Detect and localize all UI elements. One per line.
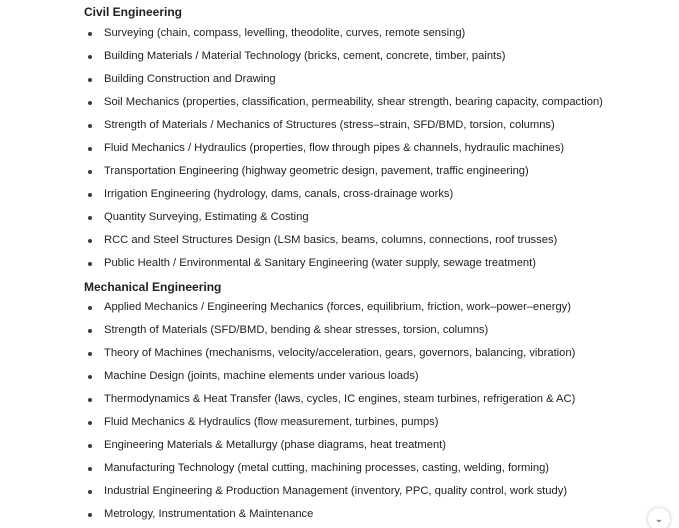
list-item bbox=[84, 137, 664, 160]
list-item bbox=[84, 252, 664, 275]
list-item-text: Machine Design (joints, machine elements under various loads) bbox=[104, 370, 419, 382]
list-item-text: Industrial Engineering & Production Management (inventory, PPC, quality control, work study) bbox=[104, 485, 568, 497]
list-item bbox=[84, 503, 664, 526]
bullet-icon bbox=[88, 147, 92, 151]
list-item-text: Building Materials / Material Technology (bricks, cement, concrete, timber, paints) bbox=[104, 50, 506, 62]
list-item bbox=[84, 229, 664, 252]
bullet-icon bbox=[88, 421, 92, 425]
bullet-icon bbox=[88, 262, 92, 266]
list-item-text: Manufacturing Technology (metal cutting, machining processes, casting, welding, forming) bbox=[104, 462, 550, 474]
list-item-text: RCC and Steel Structures Design (LSM basics, beams, columns, connections, roof trusses) bbox=[104, 234, 558, 246]
bullet-icon bbox=[88, 513, 92, 517]
bullet-icon bbox=[88, 101, 92, 105]
bullet-icon bbox=[88, 55, 92, 59]
list-item-text: Strength of Materials / Mechanics of Structures (stress–strain, SFD/BMD, torsion, columns) bbox=[104, 119, 555, 131]
list-item bbox=[84, 183, 664, 206]
list-item bbox=[84, 411, 664, 434]
list-item-text: Theory of Machines (mechanisms, velocity/acceleration, gears, governors, balancing, vibration) bbox=[104, 347, 576, 359]
bullet-icon bbox=[88, 329, 92, 333]
bullet-icon bbox=[88, 239, 92, 243]
bullet-icon bbox=[88, 193, 92, 197]
list-item-text: Applied Mechanics / Engineering Mechanics (forces, equilibrium, friction, work–power–energy) bbox=[104, 301, 571, 313]
chat-message-content bbox=[84, 3, 664, 526]
list-item-text: Fluid Mechanics & Hydraulics (flow measurement, turbines, pumps) bbox=[104, 416, 439, 428]
list-item-text: Quantity Surveying, Estimating & Costing bbox=[104, 211, 309, 223]
list-item-text: Public Health / Environmental & Sanitary Engineering (water supply, sewage treatment) bbox=[104, 257, 536, 269]
section-title-civil-engineering: Civil Engineering bbox=[84, 5, 183, 19]
list-item-text: Soil Mechanics (properties, classification, permeability, shear strength, bearing capacity, compaction) bbox=[104, 96, 603, 108]
list-item-text: Irrigation Engineering (hydrology, dams, canals, cross-drainage works) bbox=[104, 188, 454, 200]
list-item bbox=[84, 365, 664, 388]
bullet-icon bbox=[88, 78, 92, 82]
list-item-text: Engineering Materials & Metallurgy (phase diagrams, heat treatment) bbox=[104, 439, 447, 451]
list-item bbox=[84, 434, 664, 457]
list-item bbox=[84, 22, 664, 45]
bullet-icon bbox=[88, 306, 92, 310]
bullet-icon bbox=[88, 398, 92, 402]
list-item bbox=[84, 296, 664, 319]
bullet-icon bbox=[88, 467, 92, 471]
bullet-icon bbox=[88, 375, 92, 379]
list-item-text: Surveying (chain, compass, levelling, theodolite, curves, remote sensing) bbox=[104, 27, 466, 39]
list-item bbox=[84, 45, 664, 68]
bullet-icon bbox=[88, 170, 92, 174]
list-item-text: Fluid Mechanics / Hydraulics (properties, flow through pipes & channels, hydraulic machines) bbox=[104, 142, 565, 154]
list-item-text: Thermodynamics & Heat Transfer (laws, cycles, IC engines, steam turbines, refrigeration & AC) bbox=[104, 393, 576, 405]
list-item bbox=[84, 342, 664, 365]
list-item bbox=[84, 480, 664, 503]
bullet-icon bbox=[88, 124, 92, 128]
scroll-to-bottom-button[interactable] bbox=[648, 508, 670, 528]
civil-engineering-topic-list bbox=[84, 22, 664, 275]
list-item-text: Building Construction and Drawing bbox=[104, 73, 276, 85]
list-item bbox=[84, 206, 664, 229]
list-item bbox=[84, 91, 664, 114]
mechanical-engineering-topic-list bbox=[84, 296, 664, 526]
bullet-icon bbox=[88, 32, 92, 36]
list-item bbox=[84, 319, 664, 342]
bullet-icon bbox=[88, 216, 92, 220]
bullet-icon bbox=[88, 444, 92, 448]
chevron-down-icon: ⌄ bbox=[654, 513, 664, 525]
list-item-text: Strength of Materials (SFD/BMD, bending & shear stresses, torsion, columns) bbox=[104, 324, 489, 336]
bullet-icon bbox=[88, 352, 92, 356]
list-item-text: Metrology, Instrumentation & Maintenance bbox=[104, 508, 314, 520]
list-item bbox=[84, 160, 664, 183]
list-item bbox=[84, 68, 664, 91]
list-item-text: Transportation Engineering (highway geometric design, pavement, traffic engineering) bbox=[104, 165, 529, 177]
list-item bbox=[84, 388, 664, 411]
list-item bbox=[84, 114, 664, 137]
section-title-mechanical-engineering: Mechanical Engineering bbox=[84, 280, 222, 294]
list-item bbox=[84, 457, 664, 480]
bullet-icon bbox=[88, 490, 92, 494]
